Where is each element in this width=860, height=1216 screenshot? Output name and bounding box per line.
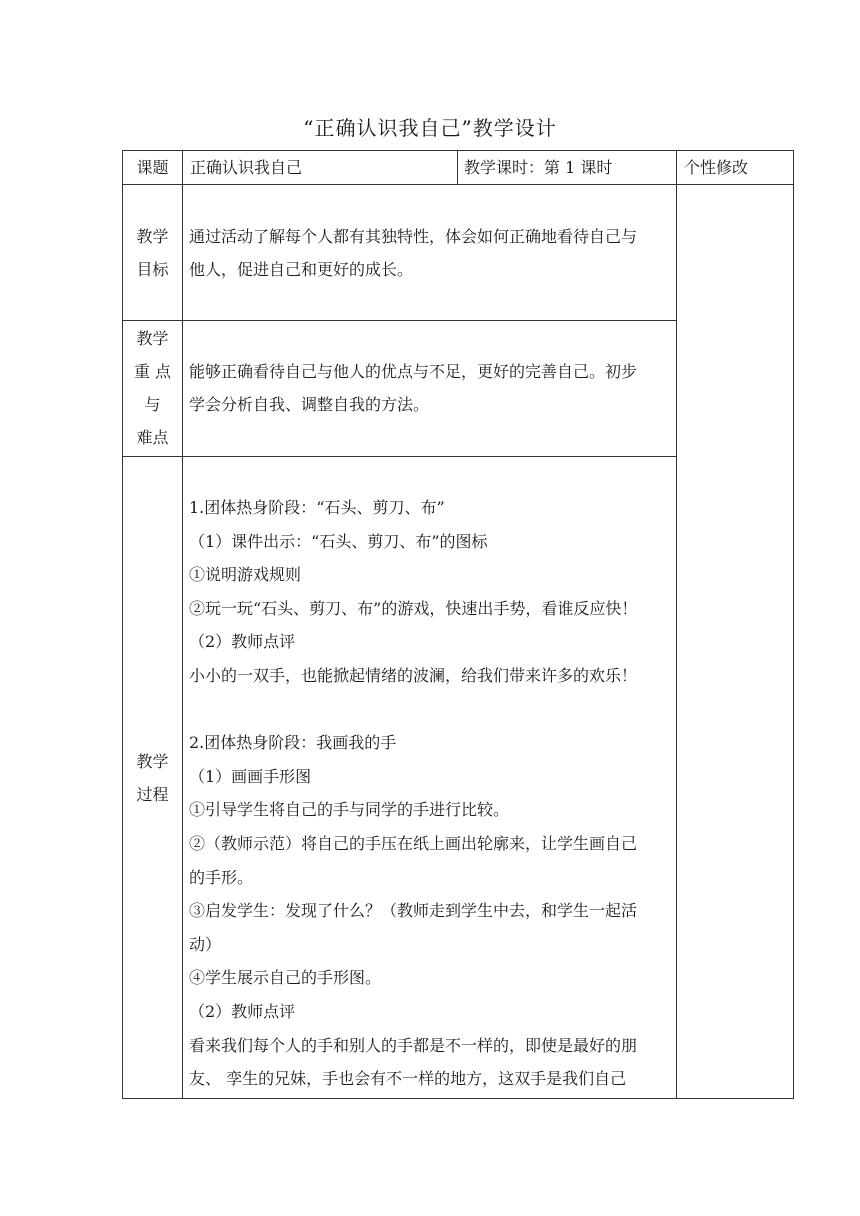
process-line: 1.团体热身阶段：“石头、剪刀、布” [189, 498, 445, 517]
table-border-right [793, 150, 794, 1099]
key-text: 能够正确看待自己与他人的优点与不足，更好的完善自己。初步 学会分析自我、调整自我的方法。 [189, 362, 638, 414]
column-divider-header [457, 150, 458, 185]
header-subject-label: 课题 [136, 158, 169, 177]
process-line: ②（教师示范）将自己的手压在纸上画出轮廓来，让学生画自己 [189, 833, 638, 853]
process-line: （1）画画手形图 [189, 766, 312, 786]
process-line: （2）教师点评 [189, 1001, 296, 1021]
row-divider-goal [122, 320, 676, 321]
header-notes-label: 个性修改 [684, 158, 749, 177]
process-line: ③启发学生：发现了什么？（教师走到学生中去，和学生一起活 [189, 901, 638, 921]
column-divider-label [182, 150, 183, 1099]
process-line: ④学生展示自己的手形图。 [189, 968, 382, 988]
table-border-bottom [122, 1098, 793, 1099]
process-line: ①说明游戏规则 [189, 565, 302, 585]
goal-text: 通过活动了解每个人都有其独特性，体会如何正确地看待自己与 他人，促进自己和更好的成长。 [189, 227, 638, 279]
goal-label: 教学 目标 [136, 227, 169, 279]
process-text [189, 491, 671, 1096]
process-line: （1）课件出示：“石头、剪刀、布”的图标 [189, 531, 488, 551]
row-divider-key [122, 456, 676, 457]
process-line: 动） [189, 934, 222, 954]
table-border-left [122, 150, 123, 1099]
process-line: 的手形。 [189, 867, 254, 887]
process-label: 教学 过程 [136, 752, 169, 804]
process-line: 小小的一双手，也能掀起情绪的波澜，给我们带来许多的欢乐！ [189, 665, 638, 685]
key-label: 教学 重 点 与 难点 [133, 329, 172, 447]
process-line: ①引导学生将自己的手与同学的手进行比较。 [189, 800, 510, 820]
process-line [189, 693, 671, 727]
header-subject-value: 正确认识我自己 [190, 158, 303, 177]
process-line: 友、 孪生的兄妹，手也会有不一样的地方，这双手是我们自己 [189, 1069, 627, 1089]
process-line: 2.团体热身阶段：我画我的手 [189, 733, 397, 753]
process-line: ②玩一玩“石头、剪刀、布”的游戏，快速出手势，看谁反应快！ [189, 598, 638, 618]
column-divider-notes [676, 150, 677, 1099]
process-line: （2）教师点评 [189, 632, 296, 652]
process-line: 看来我们每个人的手和别人的手都是不一样的，即使是最好的朋 [189, 1035, 638, 1055]
header-period: 教学课时：第 1 课时 [464, 158, 613, 177]
document-title: “正确认识我自己”教学设计 [303, 116, 557, 140]
